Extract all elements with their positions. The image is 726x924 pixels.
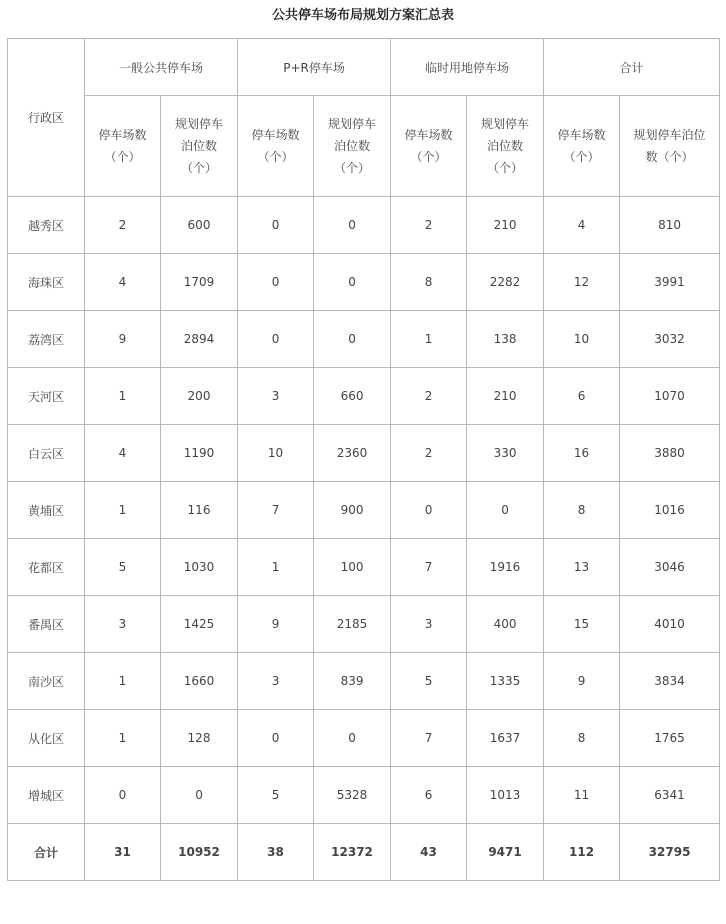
cell-spaces: 1335	[467, 653, 544, 710]
cell-spaces: 1916	[467, 539, 544, 596]
subheader-line: 停车场数	[251, 128, 300, 142]
district-name: 黄埔区	[8, 482, 85, 539]
cell-count: 9	[85, 311, 161, 368]
cell-count: 3	[238, 368, 314, 425]
subheader-count	[544, 96, 620, 197]
cell-count: 4	[544, 197, 620, 254]
subheader-line: 泊位数	[181, 139, 218, 153]
subheader-total-spaces	[620, 96, 720, 197]
subheader-spaces	[467, 96, 544, 197]
subheader-line: （个）	[181, 161, 218, 175]
subheader-line: （个）	[563, 150, 600, 164]
subheader-count	[391, 96, 467, 197]
cell-count: 6	[391, 767, 467, 824]
cell-count: 8	[391, 254, 467, 311]
total-row	[8, 824, 720, 881]
cell-count: 5	[238, 767, 314, 824]
cell-spaces: 330	[467, 425, 544, 482]
cell-count: 3	[391, 596, 467, 653]
table-row	[8, 425, 720, 482]
cell-spaces: 3834	[620, 653, 720, 710]
cell-spaces: 810	[620, 197, 720, 254]
cell-count: 7	[238, 482, 314, 539]
cell-spaces: 200	[161, 368, 238, 425]
table-title: 公共停车场布局规划方案汇总表	[271, 8, 454, 23]
cell-count: 112	[544, 824, 620, 881]
cell-count: 0	[391, 482, 467, 539]
cell-spaces: 5328	[314, 767, 391, 824]
cell-count: 12	[544, 254, 620, 311]
cell-count: 8	[544, 482, 620, 539]
cell-count: 2	[391, 368, 467, 425]
cell-count: 4	[85, 425, 161, 482]
cell-spaces: 138	[467, 311, 544, 368]
cell-spaces: 3046	[620, 539, 720, 596]
cell-spaces: 32795	[620, 824, 720, 881]
subheader-line: （个）	[334, 161, 371, 175]
group-header-general: 一般公共停车场	[85, 39, 238, 96]
cell-count: 3	[238, 653, 314, 710]
cell-count: 8	[544, 710, 620, 767]
cell-count: 3	[85, 596, 161, 653]
subheader-line: （个）	[104, 150, 141, 164]
subheader-line: 泊位数	[334, 139, 371, 153]
cell-count: 0	[238, 197, 314, 254]
cell-spaces: 1637	[467, 710, 544, 767]
subheader-count	[85, 96, 161, 197]
cell-spaces: 839	[314, 653, 391, 710]
cell-spaces: 1190	[161, 425, 238, 482]
subheader-line: 规划停车	[175, 117, 224, 131]
cell-spaces: 900	[314, 482, 391, 539]
subheader-line: 停车场数	[404, 128, 453, 142]
subheader-line: 规划停车泊位	[633, 128, 706, 142]
cell-spaces: 3880	[620, 425, 720, 482]
cell-count: 0	[238, 710, 314, 767]
cell-count: 1	[85, 368, 161, 425]
cell-count: 9	[544, 653, 620, 710]
cell-spaces: 400	[467, 596, 544, 653]
district-name: 荔湾区	[8, 311, 85, 368]
cell-count: 1	[391, 311, 467, 368]
cell-spaces: 1660	[161, 653, 238, 710]
table-row	[8, 596, 720, 653]
cell-spaces: 3032	[620, 311, 720, 368]
subheader-line: 数（个）	[645, 150, 694, 164]
subheader-line: （个）	[257, 150, 294, 164]
cell-spaces: 10952	[161, 824, 238, 881]
subheader-count	[238, 96, 314, 197]
cell-spaces: 0	[314, 710, 391, 767]
table-row	[8, 539, 720, 596]
subheader-line: 停车场数	[98, 128, 147, 142]
cell-spaces: 0	[314, 311, 391, 368]
cell-count: 43	[391, 824, 467, 881]
cell-spaces: 0	[467, 482, 544, 539]
cell-count: 38	[238, 824, 314, 881]
district-name: 白云区	[8, 425, 85, 482]
cell-spaces: 1765	[620, 710, 720, 767]
subheader-line: （个）	[487, 161, 524, 175]
cell-spaces: 9471	[467, 824, 544, 881]
group-header-pr: P+R停车场	[238, 39, 391, 96]
district-name: 合计	[8, 824, 85, 881]
cell-spaces: 1425	[161, 596, 238, 653]
district-name: 番禺区	[8, 596, 85, 653]
subheader-line: 泊位数	[487, 139, 524, 153]
cell-spaces: 0	[161, 767, 238, 824]
cell-count: 13	[544, 539, 620, 596]
cell-count: 15	[544, 596, 620, 653]
cell-count: 4	[85, 254, 161, 311]
cell-count: 10	[238, 425, 314, 482]
cell-spaces: 600	[161, 197, 238, 254]
cell-count: 1	[85, 710, 161, 767]
cell-spaces: 1030	[161, 539, 238, 596]
subheader-line: 停车场数	[557, 128, 606, 142]
cell-count: 2	[391, 425, 467, 482]
cell-count: 9	[238, 596, 314, 653]
header-row-sub	[8, 96, 720, 197]
table-row	[8, 254, 720, 311]
cell-count: 2	[391, 197, 467, 254]
cell-spaces: 1070	[620, 368, 720, 425]
table-row	[8, 767, 720, 824]
subheader-line: 规划停车	[328, 117, 377, 131]
cell-spaces: 210	[467, 368, 544, 425]
cell-spaces: 4010	[620, 596, 720, 653]
cell-spaces: 1709	[161, 254, 238, 311]
table-row	[8, 710, 720, 767]
subheader-line: 规划停车	[481, 117, 530, 131]
group-header-temporary: 临时用地停车场	[391, 39, 544, 96]
cell-count: 0	[85, 767, 161, 824]
cell-count: 7	[391, 710, 467, 767]
cell-spaces: 2360	[314, 425, 391, 482]
cell-count: 10	[544, 311, 620, 368]
table-row	[8, 197, 720, 254]
cell-count: 11	[544, 767, 620, 824]
cell-spaces: 128	[161, 710, 238, 767]
table-row	[8, 482, 720, 539]
subheader-line: （个）	[410, 150, 447, 164]
cell-count: 1	[238, 539, 314, 596]
district-name: 从化区	[8, 710, 85, 767]
cell-spaces: 2894	[161, 311, 238, 368]
cell-count: 1	[85, 482, 161, 539]
cell-count: 0	[238, 311, 314, 368]
subheader-spaces	[161, 96, 238, 197]
cell-spaces: 100	[314, 539, 391, 596]
cell-spaces: 660	[314, 368, 391, 425]
district-header: 行政区	[8, 39, 85, 197]
cell-count: 5	[391, 653, 467, 710]
cell-count: 1	[85, 653, 161, 710]
cell-count: 7	[391, 539, 467, 596]
cell-spaces: 1016	[620, 482, 720, 539]
cell-count: 6	[544, 368, 620, 425]
cell-count: 5	[85, 539, 161, 596]
district-name: 天河区	[8, 368, 85, 425]
subheader-spaces	[314, 96, 391, 197]
cell-spaces: 0	[314, 197, 391, 254]
cell-count: 16	[544, 425, 620, 482]
cell-spaces: 12372	[314, 824, 391, 881]
cell-spaces: 210	[467, 197, 544, 254]
cell-spaces: 2282	[467, 254, 544, 311]
cell-spaces: 3991	[620, 254, 720, 311]
cell-count: 2	[85, 197, 161, 254]
district-name: 越秀区	[8, 197, 85, 254]
district-name: 增城区	[8, 767, 85, 824]
group-header-total: 合计	[544, 39, 720, 96]
cell-spaces: 116	[161, 482, 238, 539]
table-row	[8, 311, 720, 368]
cell-count: 31	[85, 824, 161, 881]
table-row	[8, 653, 720, 710]
table-row	[8, 368, 720, 425]
cell-count: 0	[238, 254, 314, 311]
district-name: 海珠区	[8, 254, 85, 311]
cell-spaces: 2185	[314, 596, 391, 653]
cell-spaces: 0	[314, 254, 391, 311]
header-row-groups	[8, 39, 720, 96]
district-name: 花都区	[8, 539, 85, 596]
summary-table	[7, 38, 720, 881]
district-name: 南沙区	[8, 653, 85, 710]
cell-spaces: 6341	[620, 767, 720, 824]
cell-spaces: 1013	[467, 767, 544, 824]
